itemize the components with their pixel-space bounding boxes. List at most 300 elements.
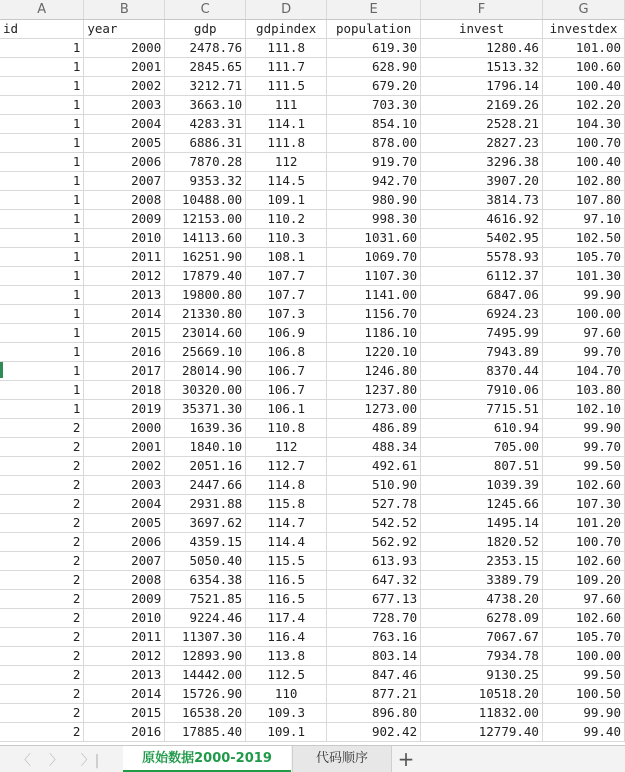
table-cell[interactable]: 562.92 — [327, 533, 421, 552]
table-cell[interactable]: 103.80 — [542, 381, 624, 400]
table-row — [0, 229, 625, 248]
table-cell[interactable]: 2008 — [84, 571, 165, 590]
table-cell[interactable]: 1 — [0, 191, 84, 210]
table-cell[interactable]: 3907.20 — [421, 172, 543, 191]
table-row — [0, 58, 625, 77]
table-cell[interactable]: 2011 — [84, 628, 165, 647]
table-cell[interactable]: 97.60 — [542, 324, 624, 343]
table-cell[interactable]: 100.50 — [542, 685, 624, 704]
table-cell[interactable]: 100.40 — [542, 153, 624, 172]
field-name-gdpindex[interactable]: gdpindex — [246, 20, 327, 39]
table-cell[interactable]: 106.7 — [246, 362, 327, 381]
table-cell[interactable]: 101.30 — [542, 267, 624, 286]
table-cell[interactable]: 102.10 — [542, 400, 624, 419]
table-cell[interactable]: 2017 — [84, 362, 165, 381]
table-cell[interactable]: 854.10 — [327, 115, 421, 134]
table-row — [0, 39, 625, 58]
table-cell[interactable]: 106.7 — [246, 381, 327, 400]
table-cell[interactable]: 116.5 — [246, 590, 327, 609]
table-cell[interactable]: 107.30 — [542, 495, 624, 514]
table-cell[interactable]: 677.13 — [327, 590, 421, 609]
table-cell[interactable]: 2 — [0, 704, 84, 723]
table-row — [0, 457, 625, 476]
table-cell[interactable]: 4738.20 — [421, 590, 543, 609]
table-cell[interactable]: 1 — [0, 210, 84, 229]
table-cell[interactable]: 2 — [0, 552, 84, 571]
table-cell[interactable]: 2005 — [84, 134, 165, 153]
table-cell[interactable]: 942.70 — [327, 172, 421, 191]
table-cell[interactable]: 110 — [246, 685, 327, 704]
table-cell[interactable]: 5402.95 — [421, 229, 543, 248]
table-cell[interactable]: 114.5 — [246, 172, 327, 191]
table-cell[interactable]: 1 — [0, 153, 84, 172]
table-cell[interactable]: 1 — [0, 400, 84, 419]
table-cell[interactable]: 12779.40 — [421, 723, 543, 742]
table-cell[interactable]: 7495.99 — [421, 324, 543, 343]
table-cell[interactable]: 6278.09 — [421, 609, 543, 628]
table-cell[interactable]: 113.8 — [246, 647, 327, 666]
table-cell[interactable]: 7910.06 — [421, 381, 543, 400]
table-cell[interactable]: 105.70 — [542, 628, 624, 647]
table-cell[interactable]: 1 — [0, 115, 84, 134]
table-cell[interactable]: 2004 — [84, 495, 165, 514]
table-cell[interactable]: 2 — [0, 533, 84, 552]
table-cell[interactable]: 4359.15 — [165, 533, 246, 552]
table-cell[interactable]: 2009 — [84, 590, 165, 609]
table-cell[interactable]: 2169.26 — [421, 96, 543, 115]
table-cell[interactable]: 99.50 — [542, 457, 624, 476]
table-cell[interactable]: 628.90 — [327, 58, 421, 77]
table-cell[interactable]: 2000 — [84, 39, 165, 58]
table-cell[interactable]: 2001 — [84, 58, 165, 77]
table-cell[interactable]: 3663.10 — [165, 96, 246, 115]
table-cell[interactable]: 6847.06 — [421, 286, 543, 305]
table-cell[interactable]: 101.20 — [542, 514, 624, 533]
table-cell[interactable]: 1 — [0, 96, 84, 115]
table-cell[interactable]: 100.70 — [542, 134, 624, 153]
table-cell[interactable]: 2003 — [84, 476, 165, 495]
table-cell[interactable]: 1 — [0, 248, 84, 267]
table-cell[interactable]: 527.78 — [327, 495, 421, 514]
table-cell[interactable]: 1 — [0, 77, 84, 96]
table-cell[interactable]: 99.40 — [542, 723, 624, 742]
table-cell[interactable]: 102.20 — [542, 96, 624, 115]
table-cell[interactable]: 5578.93 — [421, 248, 543, 267]
table-cell[interactable]: 679.20 — [327, 77, 421, 96]
table-cell[interactable]: 7943.89 — [421, 343, 543, 362]
table-cell[interactable]: 112.7 — [246, 457, 327, 476]
table-cell[interactable]: 2002 — [84, 457, 165, 476]
field-name-gdp[interactable]: gdp — [165, 20, 246, 39]
table-cell[interactable]: 6886.31 — [165, 134, 246, 153]
table-cell[interactable]: 2 — [0, 419, 84, 438]
table-cell[interactable]: 107.80 — [542, 191, 624, 210]
table-cell[interactable]: 763.16 — [327, 628, 421, 647]
table-cell[interactable]: 100.00 — [542, 305, 624, 324]
table-cell[interactable]: 2014 — [84, 685, 165, 704]
table-cell[interactable]: 114.8 — [246, 476, 327, 495]
table-cell[interactable]: 2 — [0, 571, 84, 590]
table-cell[interactable]: 12893.90 — [165, 647, 246, 666]
table-cell[interactable]: 106.1 — [246, 400, 327, 419]
table-cell[interactable]: 23014.60 — [165, 324, 246, 343]
table-cell[interactable]: 111.5 — [246, 77, 327, 96]
table-cell[interactable]: 2010 — [84, 609, 165, 628]
table-cell[interactable]: 17879.40 — [165, 267, 246, 286]
table-cell[interactable]: 998.30 — [327, 210, 421, 229]
table-cell[interactable]: 2006 — [84, 153, 165, 172]
table-cell[interactable]: 5050.40 — [165, 552, 246, 571]
table-cell[interactable]: 2353.15 — [421, 552, 543, 571]
table-cell[interactable]: 2 — [0, 685, 84, 704]
table-cell[interactable]: 2 — [0, 514, 84, 533]
table-cell[interactable]: 111.8 — [246, 39, 327, 58]
table-cell[interactable]: 1141.00 — [327, 286, 421, 305]
table-row — [0, 704, 625, 723]
table-cell[interactable]: 106.8 — [246, 343, 327, 362]
table-cell[interactable]: 878.00 — [327, 134, 421, 153]
table-cell[interactable]: 542.52 — [327, 514, 421, 533]
table-cell[interactable]: 110.2 — [246, 210, 327, 229]
table-cell[interactable]: 2002 — [84, 77, 165, 96]
table-cell[interactable]: 1 — [0, 343, 84, 362]
table-cell[interactable]: 1796.14 — [421, 77, 543, 96]
table-cell[interactable]: 3814.73 — [421, 191, 543, 210]
table-cell[interactable]: 109.1 — [246, 191, 327, 210]
table-cell[interactable]: 116.4 — [246, 628, 327, 647]
table-row — [0, 438, 625, 457]
table-cell[interactable]: 1 — [0, 362, 84, 381]
table-cell[interactable]: 25669.10 — [165, 343, 246, 362]
table-cell[interactable]: 2010 — [84, 229, 165, 248]
table-cell[interactable]: 102.50 — [542, 229, 624, 248]
table-row — [0, 590, 625, 609]
table-cell[interactable]: 30320.00 — [165, 381, 246, 400]
table-cell[interactable]: 11832.00 — [421, 704, 543, 723]
table-cell[interactable]: 2 — [0, 590, 84, 609]
table-cell[interactable]: 2845.65 — [165, 58, 246, 77]
table-cell[interactable]: 100.60 — [542, 58, 624, 77]
column-header-e[interactable]: E — [327, 0, 421, 20]
table-row — [0, 248, 625, 267]
table-cell[interactable]: 100.40 — [542, 77, 624, 96]
table-cell[interactable]: 100.70 — [542, 533, 624, 552]
table-cell[interactable]: 2051.16 — [165, 457, 246, 476]
table-cell[interactable]: 102.60 — [542, 609, 624, 628]
table-cell[interactable]: 10518.20 — [421, 685, 543, 704]
table-cell[interactable]: 980.90 — [327, 191, 421, 210]
table-cell[interactable]: 1 — [0, 39, 84, 58]
table-cell[interactable]: 112 — [246, 153, 327, 172]
table-cell[interactable]: 105.70 — [542, 248, 624, 267]
table-cell[interactable]: 807.51 — [421, 457, 543, 476]
table-cell[interactable]: 613.93 — [327, 552, 421, 571]
table-cell[interactable]: 2016 — [84, 723, 165, 742]
table-cell[interactable]: 1 — [0, 134, 84, 153]
table-cell[interactable]: 2447.66 — [165, 476, 246, 495]
table-row — [0, 628, 625, 647]
column-header-b[interactable]: B — [84, 0, 165, 20]
field-name-row — [0, 20, 625, 39]
table-cell[interactable]: 1 — [0, 267, 84, 286]
table-cell[interactable]: 2007 — [84, 172, 165, 191]
table-cell[interactable]: 10488.00 — [165, 191, 246, 210]
table-cell[interactable]: 111 — [246, 96, 327, 115]
add-sheet-icon[interactable]: + — [397, 747, 415, 771]
table-cell[interactable]: 117.4 — [246, 609, 327, 628]
table-row — [0, 495, 625, 514]
table-cell[interactable]: 3697.62 — [165, 514, 246, 533]
table-cell[interactable]: 106.9 — [246, 324, 327, 343]
table-cell[interactable]: 703.30 — [327, 96, 421, 115]
table-cell[interactable]: 1 — [0, 229, 84, 248]
table-cell[interactable]: 7715.51 — [421, 400, 543, 419]
table-cell[interactable]: 7934.78 — [421, 647, 543, 666]
table-cell[interactable]: 1 — [0, 286, 84, 305]
table-cell[interactable]: 1 — [0, 172, 84, 191]
table-cell[interactable]: 9130.25 — [421, 666, 543, 685]
table-cell[interactable]: 2 — [0, 666, 84, 685]
table-cell[interactable]: 115.5 — [246, 552, 327, 571]
table-row — [0, 191, 625, 210]
table-cell[interactable]: 2 — [0, 628, 84, 647]
table-cell[interactable]: 3296.38 — [421, 153, 543, 172]
table-cell[interactable]: 114.7 — [246, 514, 327, 533]
table-cell[interactable]: 1820.52 — [421, 533, 543, 552]
table-cell[interactable]: 2018 — [84, 381, 165, 400]
table-cell[interactable]: 2009 — [84, 210, 165, 229]
table-cell[interactable]: 2005 — [84, 514, 165, 533]
table-cell[interactable]: 116.5 — [246, 571, 327, 590]
table-cell[interactable]: 7870.28 — [165, 153, 246, 172]
table-row — [0, 685, 625, 704]
column-letter-row — [0, 0, 625, 20]
table-cell[interactable]: 1245.66 — [421, 495, 543, 514]
table-cell[interactable]: 2 — [0, 476, 84, 495]
table-cell[interactable]: 107.3 — [246, 305, 327, 324]
table-cell[interactable]: 6112.37 — [421, 267, 543, 286]
table-cell[interactable]: 2004 — [84, 115, 165, 134]
table-cell[interactable]: 2 — [0, 457, 84, 476]
table-cell[interactable]: 1237.80 — [327, 381, 421, 400]
table-cell[interactable]: 114.4 — [246, 533, 327, 552]
table-cell[interactable]: 108.1 — [246, 248, 327, 267]
table-cell[interactable]: 492.61 — [327, 457, 421, 476]
table-cell[interactable]: 19800.80 — [165, 286, 246, 305]
table-row — [0, 267, 625, 286]
table-cell[interactable]: 15726.90 — [165, 685, 246, 704]
table-row — [0, 96, 625, 115]
table-cell[interactable]: 1280.46 — [421, 39, 543, 58]
table-cell[interactable]: 4616.92 — [421, 210, 543, 229]
table-cell[interactable]: 486.89 — [327, 419, 421, 438]
table-cell[interactable]: 2 — [0, 438, 84, 457]
table-cell[interactable]: 728.70 — [327, 609, 421, 628]
table-cell[interactable]: 1 — [0, 58, 84, 77]
table-row — [0, 210, 625, 229]
table-cell[interactable]: 99.50 — [542, 666, 624, 685]
table-cell[interactable]: 2019 — [84, 400, 165, 419]
table-cell[interactable]: 107.7 — [246, 267, 327, 286]
table-cell[interactable]: 102.60 — [542, 476, 624, 495]
tab-code-order[interactable]: 代码顺序 — [292, 746, 392, 772]
table-cell[interactable]: 2012 — [84, 647, 165, 666]
table-cell[interactable]: 2000 — [84, 419, 165, 438]
table-cell[interactable]: 2016 — [84, 343, 165, 362]
table-cell[interactable]: 109.3 — [246, 704, 327, 723]
table-cell[interactable]: 99.70 — [542, 438, 624, 457]
table-cell[interactable]: 1069.70 — [327, 248, 421, 267]
table-cell[interactable]: 510.90 — [327, 476, 421, 495]
table-cell[interactable]: 2011 — [84, 248, 165, 267]
table-cell[interactable]: 647.32 — [327, 571, 421, 590]
column-header-f[interactable]: F — [421, 0, 543, 20]
table-cell[interactable]: 2015 — [84, 324, 165, 343]
table-cell[interactable]: 2012 — [84, 267, 165, 286]
table-cell[interactable]: 9353.32 — [165, 172, 246, 191]
table-cell[interactable]: 2528.21 — [421, 115, 543, 134]
table-cell[interactable]: 2 — [0, 609, 84, 628]
table-cell[interactable]: 14442.00 — [165, 666, 246, 685]
table-cell[interactable]: 104.70 — [542, 362, 624, 381]
table-cell[interactable]: 110.8 — [246, 419, 327, 438]
table-cell[interactable]: 3212.71 — [165, 77, 246, 96]
table-cell[interactable]: 2013 — [84, 286, 165, 305]
first-sheet-icon[interactable]: 〈 — [17, 753, 31, 769]
table-cell[interactable]: 115.8 — [246, 495, 327, 514]
table-cell[interactable]: 8370.44 — [421, 362, 543, 381]
table-cell[interactable]: 7521.85 — [165, 590, 246, 609]
table-cell[interactable]: 877.21 — [327, 685, 421, 704]
table-cell[interactable]: 2001 — [84, 438, 165, 457]
table-cell[interactable]: 2013 — [84, 666, 165, 685]
table-cell[interactable]: 112.5 — [246, 666, 327, 685]
table-cell[interactable]: 99.90 — [542, 704, 624, 723]
last-sheet-icon[interactable]: 〉| — [80, 753, 100, 769]
table-cell[interactable]: 1156.70 — [327, 305, 421, 324]
field-name-population[interactable]: population — [327, 20, 421, 39]
table-cell[interactable]: 101.00 — [542, 39, 624, 58]
table-cell[interactable]: 4283.31 — [165, 115, 246, 134]
field-name-invest[interactable]: invest — [421, 20, 543, 39]
table-cell[interactable]: 2015 — [84, 704, 165, 723]
table-cell[interactable]: 102.60 — [542, 552, 624, 571]
table-cell[interactable]: 1186.10 — [327, 324, 421, 343]
table-cell[interactable]: 1639.36 — [165, 419, 246, 438]
table-cell[interactable]: 1107.30 — [327, 267, 421, 286]
table-cell[interactable]: 102.80 — [542, 172, 624, 191]
table-cell[interactable]: 1 — [0, 381, 84, 400]
table-cell[interactable]: 896.80 — [327, 704, 421, 723]
table-cell[interactable]: 2008 — [84, 191, 165, 210]
table-cell[interactable]: 28014.90 — [165, 362, 246, 381]
field-name-year[interactable]: year — [84, 20, 165, 39]
table-cell[interactable]: 12153.00 — [165, 210, 246, 229]
table-cell[interactable]: 1246.80 — [327, 362, 421, 381]
table-cell[interactable]: 2003 — [84, 96, 165, 115]
table-cell[interactable]: 919.70 — [327, 153, 421, 172]
table-cell[interactable]: 99.90 — [542, 286, 624, 305]
table-cell[interactable]: 112 — [246, 438, 327, 457]
column-header-g[interactable]: G — [542, 0, 624, 20]
table-cell[interactable]: 16251.90 — [165, 248, 246, 267]
table-cell[interactable]: 1 — [0, 324, 84, 343]
table-cell[interactable]: 2 — [0, 723, 84, 742]
table-cell[interactable]: 619.30 — [327, 39, 421, 58]
table-cell[interactable]: 104.30 — [542, 115, 624, 134]
table-cell[interactable]: 1031.60 — [327, 229, 421, 248]
table-cell[interactable]: 110.3 — [246, 229, 327, 248]
table-cell[interactable]: 1039.39 — [421, 476, 543, 495]
table-cell[interactable]: 7067.67 — [421, 628, 543, 647]
table-cell[interactable]: 1513.32 — [421, 58, 543, 77]
table-cell[interactable]: 107.7 — [246, 286, 327, 305]
table-cell[interactable]: 111.8 — [246, 134, 327, 153]
table-cell[interactable]: 705.00 — [421, 438, 543, 457]
table-cell[interactable]: 2931.88 — [165, 495, 246, 514]
table-cell[interactable]: 100.00 — [542, 647, 624, 666]
table-row — [0, 115, 625, 134]
table-cell[interactable]: 2 — [0, 647, 84, 666]
table-cell[interactable]: 2 — [0, 495, 84, 514]
table-cell[interactable]: 17885.40 — [165, 723, 246, 742]
table-cell[interactable]: 2006 — [84, 533, 165, 552]
table-row — [0, 172, 625, 191]
table-cell[interactable]: 1 — [0, 305, 84, 324]
table-cell[interactable]: 1220.10 — [327, 343, 421, 362]
table-cell[interactable]: 1273.00 — [327, 400, 421, 419]
table-cell[interactable]: 488.34 — [327, 438, 421, 457]
table-cell[interactable]: 114.1 — [246, 115, 327, 134]
table-cell[interactable]: 16538.20 — [165, 704, 246, 723]
table-cell[interactable]: 21330.80 — [165, 305, 246, 324]
table-cell[interactable]: 1495.14 — [421, 514, 543, 533]
table-cell[interactable]: 610.94 — [421, 419, 543, 438]
table-cell[interactable]: 847.46 — [327, 666, 421, 685]
table-cell[interactable]: 6354.38 — [165, 571, 246, 590]
table-cell[interactable]: 99.90 — [542, 419, 624, 438]
table-cell[interactable]: 109.1 — [246, 723, 327, 742]
field-name-investdex[interactable]: investdex — [542, 20, 624, 39]
table-cell[interactable]: 2827.23 — [421, 134, 543, 153]
table-cell[interactable]: 2007 — [84, 552, 165, 571]
table-cell[interactable]: 111.7 — [246, 58, 327, 77]
table-cell[interactable]: 2478.76 — [165, 39, 246, 58]
column-header-a[interactable]: A — [0, 0, 84, 20]
table-cell[interactable]: 6924.23 — [421, 305, 543, 324]
table-cell[interactable]: 3389.79 — [421, 571, 543, 590]
table-cell[interactable]: 803.14 — [327, 647, 421, 666]
next-sheet-icon[interactable]: 〉 — [49, 753, 63, 769]
table-cell[interactable]: 11307.30 — [165, 628, 246, 647]
field-name-id[interactable]: id — [0, 20, 84, 39]
table-cell[interactable]: 35371.30 — [165, 400, 246, 419]
table-cell[interactable]: 97.60 — [542, 590, 624, 609]
table-cell[interactable]: 97.10 — [542, 210, 624, 229]
table-cell[interactable]: 1840.10 — [165, 438, 246, 457]
table-cell[interactable]: 902.42 — [327, 723, 421, 742]
tab-original-data[interactable]: 原始数据2000-2019 — [123, 746, 291, 772]
table-row — [0, 381, 625, 400]
table-cell[interactable]: 14113.60 — [165, 229, 246, 248]
table-cell[interactable]: 2014 — [84, 305, 165, 324]
table-cell[interactable]: 99.70 — [542, 343, 624, 362]
column-header-c[interactable]: C — [165, 0, 246, 20]
table-row — [0, 305, 625, 324]
table-cell[interactable]: 109.20 — [542, 571, 624, 590]
table-cell[interactable]: 9224.46 — [165, 609, 246, 628]
column-header-d[interactable]: D — [246, 0, 327, 20]
